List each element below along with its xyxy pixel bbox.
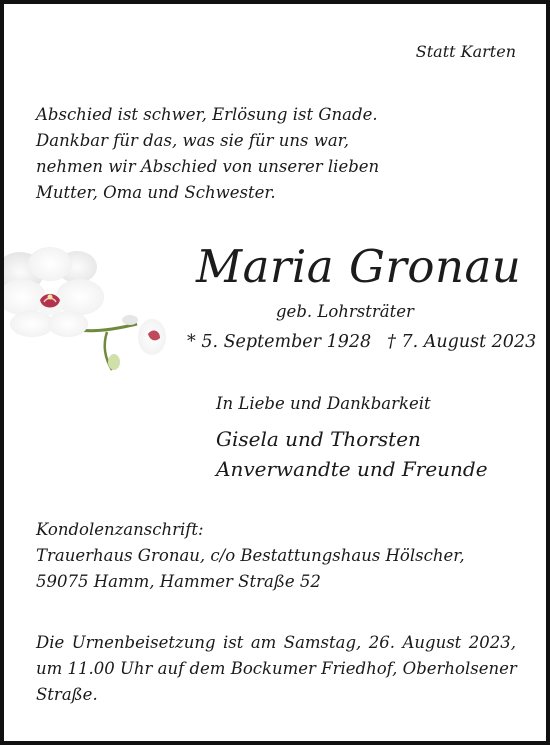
poem-line: Mutter, Oma und Schwester. <box>36 183 276 202</box>
birth-name: geb. Lohrsträter <box>276 302 414 321</box>
deceased-name: Maria Gronau <box>196 240 522 293</box>
mourner-line: Gisela und Thorsten <box>216 427 421 451</box>
condolence-label: Kondolenzanschrift: <box>36 520 204 539</box>
poem <box>36 102 379 206</box>
birth-date: * 5. September 1928 <box>187 332 372 352</box>
burial-line: Straße. <box>36 685 98 704</box>
poem-line: nehmen wir Abschied von unserer lieben <box>36 157 380 176</box>
statt-karten-note: Statt Karten <box>415 42 516 61</box>
address-line: Trauerhaus Gronau, c/o Bestattungshaus Hölscher, <box>36 546 465 565</box>
mourners-list <box>216 424 488 484</box>
white-orchid-icon <box>2 242 177 377</box>
address-line: 59075 Hamm, Hammer Straße 52 <box>36 572 321 591</box>
burial-notice <box>36 630 516 708</box>
death-date: † 7. August 2023 <box>387 332 537 352</box>
poem-line: Abschied ist schwer, Erlösung ist Gnade. <box>36 105 378 124</box>
mourner-line: Anverwandte und Freunde <box>216 457 488 481</box>
condolence-address <box>36 517 465 595</box>
poem-line: Dankbar für das, was sie für uns war, <box>36 131 349 150</box>
life-dates <box>187 332 536 352</box>
burial-line: um 11.00 Uhr auf dem Bockumer Friedhof, Oberholsener <box>36 659 517 678</box>
burial-line: Die Urnenbeisetzung ist am Samstag, 26. August 2023, <box>36 633 516 652</box>
mourners-intro: In Liebe und Dankbarkeit <box>216 394 431 413</box>
